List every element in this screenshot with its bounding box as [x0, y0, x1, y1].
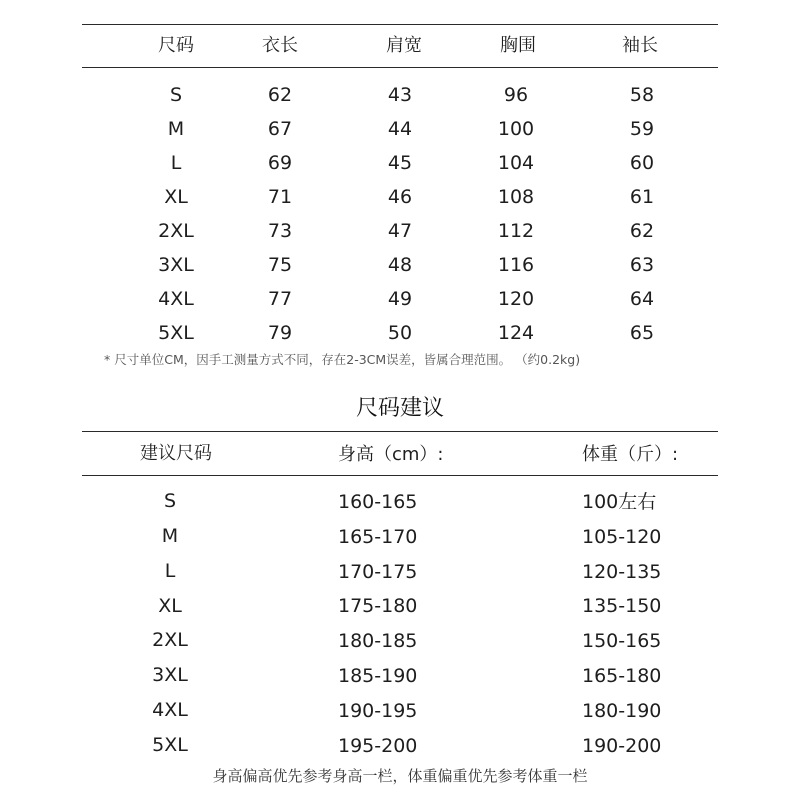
- table-cell: 43: [387, 84, 413, 106]
- table-cell: 116: [497, 254, 535, 276]
- table-cell: XL: [164, 186, 188, 208]
- table-cell: 108: [497, 186, 535, 208]
- footer-note: 身高偏高优先参考身高一栏，体重偏重优先参考体重一栏: [212, 767, 588, 785]
- table-top-rule: [82, 24, 718, 25]
- header-size: 尺码: [158, 35, 194, 56]
- table-cell: 5XL: [152, 734, 188, 756]
- table-cell: 165-180: [582, 665, 662, 687]
- table-cell: 48: [387, 254, 413, 276]
- table-cell: 75: [267, 254, 293, 276]
- section-title: 尺码建议: [355, 396, 444, 421]
- table-cell: 96: [503, 84, 529, 106]
- table-cell: 165-170: [338, 526, 418, 548]
- table-cell: 4XL: [152, 699, 188, 721]
- recommend-header-rule: [82, 475, 718, 476]
- table-cell: 59: [629, 118, 655, 140]
- table-cell: M: [167, 118, 185, 140]
- table-cell: 120-135: [582, 561, 662, 583]
- table-cell: 112: [497, 220, 535, 242]
- table-cell: 104: [497, 152, 535, 174]
- table-cell: 61: [629, 186, 655, 208]
- header-shoulder: 肩宽: [386, 35, 422, 56]
- table-cell: 4XL: [158, 288, 194, 310]
- table-cell: 63: [629, 254, 655, 276]
- table-cell: 45: [387, 152, 413, 174]
- table-cell: 195-200: [338, 735, 418, 757]
- table-cell: 190-195: [338, 700, 418, 722]
- table-cell: 100左右: [582, 491, 657, 513]
- table-cell: 62: [267, 84, 293, 106]
- table-cell: 69: [267, 152, 293, 174]
- header-length: 衣长: [262, 35, 298, 56]
- table-cell: 62: [629, 220, 655, 242]
- header-height: 身高（cm）:: [338, 444, 444, 465]
- table-cell: 44: [387, 118, 413, 140]
- recommend-top-rule: [82, 431, 718, 432]
- table-cell: 2XL: [158, 220, 194, 242]
- table-cell: 2XL: [152, 629, 188, 651]
- table-cell: 3XL: [158, 254, 194, 276]
- table-cell: 49: [387, 288, 413, 310]
- table-cell: 79: [267, 322, 293, 344]
- table-cell: 150-165: [582, 630, 662, 652]
- table-cell: 170-175: [338, 561, 418, 583]
- table-cell: 135-150: [582, 595, 662, 617]
- table-cell: S: [163, 490, 177, 512]
- table-cell: 5XL: [158, 322, 194, 344]
- table-cell: 185-190: [338, 665, 418, 687]
- table-cell: 105-120: [582, 526, 662, 548]
- table-cell: L: [170, 152, 182, 174]
- table-cell: 46: [387, 186, 413, 208]
- table-cell: 3XL: [152, 664, 188, 686]
- table-cell: 65: [629, 322, 655, 344]
- table-cell: 64: [629, 288, 655, 310]
- table-cell: 50: [387, 322, 413, 344]
- table-cell: 180-190: [582, 700, 662, 722]
- table-cell: 180-185: [338, 630, 418, 652]
- table-cell: L: [164, 560, 176, 582]
- measurement-note: * 尺寸单位CM，因手工测量方式不同，存在2-3CM误差，皆属合理范围。 （约0.2kg): [104, 352, 581, 367]
- table-cell: XL: [158, 595, 182, 617]
- table-header-rule: [82, 67, 718, 68]
- table-cell: 120: [497, 288, 535, 310]
- table-cell: 100: [497, 118, 535, 140]
- table-cell: 77: [267, 288, 293, 310]
- table-cell: 71: [267, 186, 293, 208]
- header-chest: 胸围: [500, 35, 536, 56]
- table-cell: 60: [629, 152, 655, 174]
- table-cell: 160-165: [338, 491, 418, 513]
- table-cell: 47: [387, 220, 413, 242]
- header-recommended-size: 建议尺码: [140, 443, 212, 464]
- table-cell: S: [169, 84, 183, 106]
- table-cell: 175-180: [338, 595, 418, 617]
- header-sleeve: 袖长: [622, 35, 658, 56]
- table-cell: 67: [267, 118, 293, 140]
- table-cell: 190-200: [582, 735, 662, 757]
- table-cell: 73: [267, 220, 293, 242]
- header-weight: 体重（斤）:: [582, 444, 679, 465]
- table-cell: M: [161, 525, 179, 547]
- table-cell: 124: [497, 322, 535, 344]
- table-cell: 58: [629, 84, 655, 106]
